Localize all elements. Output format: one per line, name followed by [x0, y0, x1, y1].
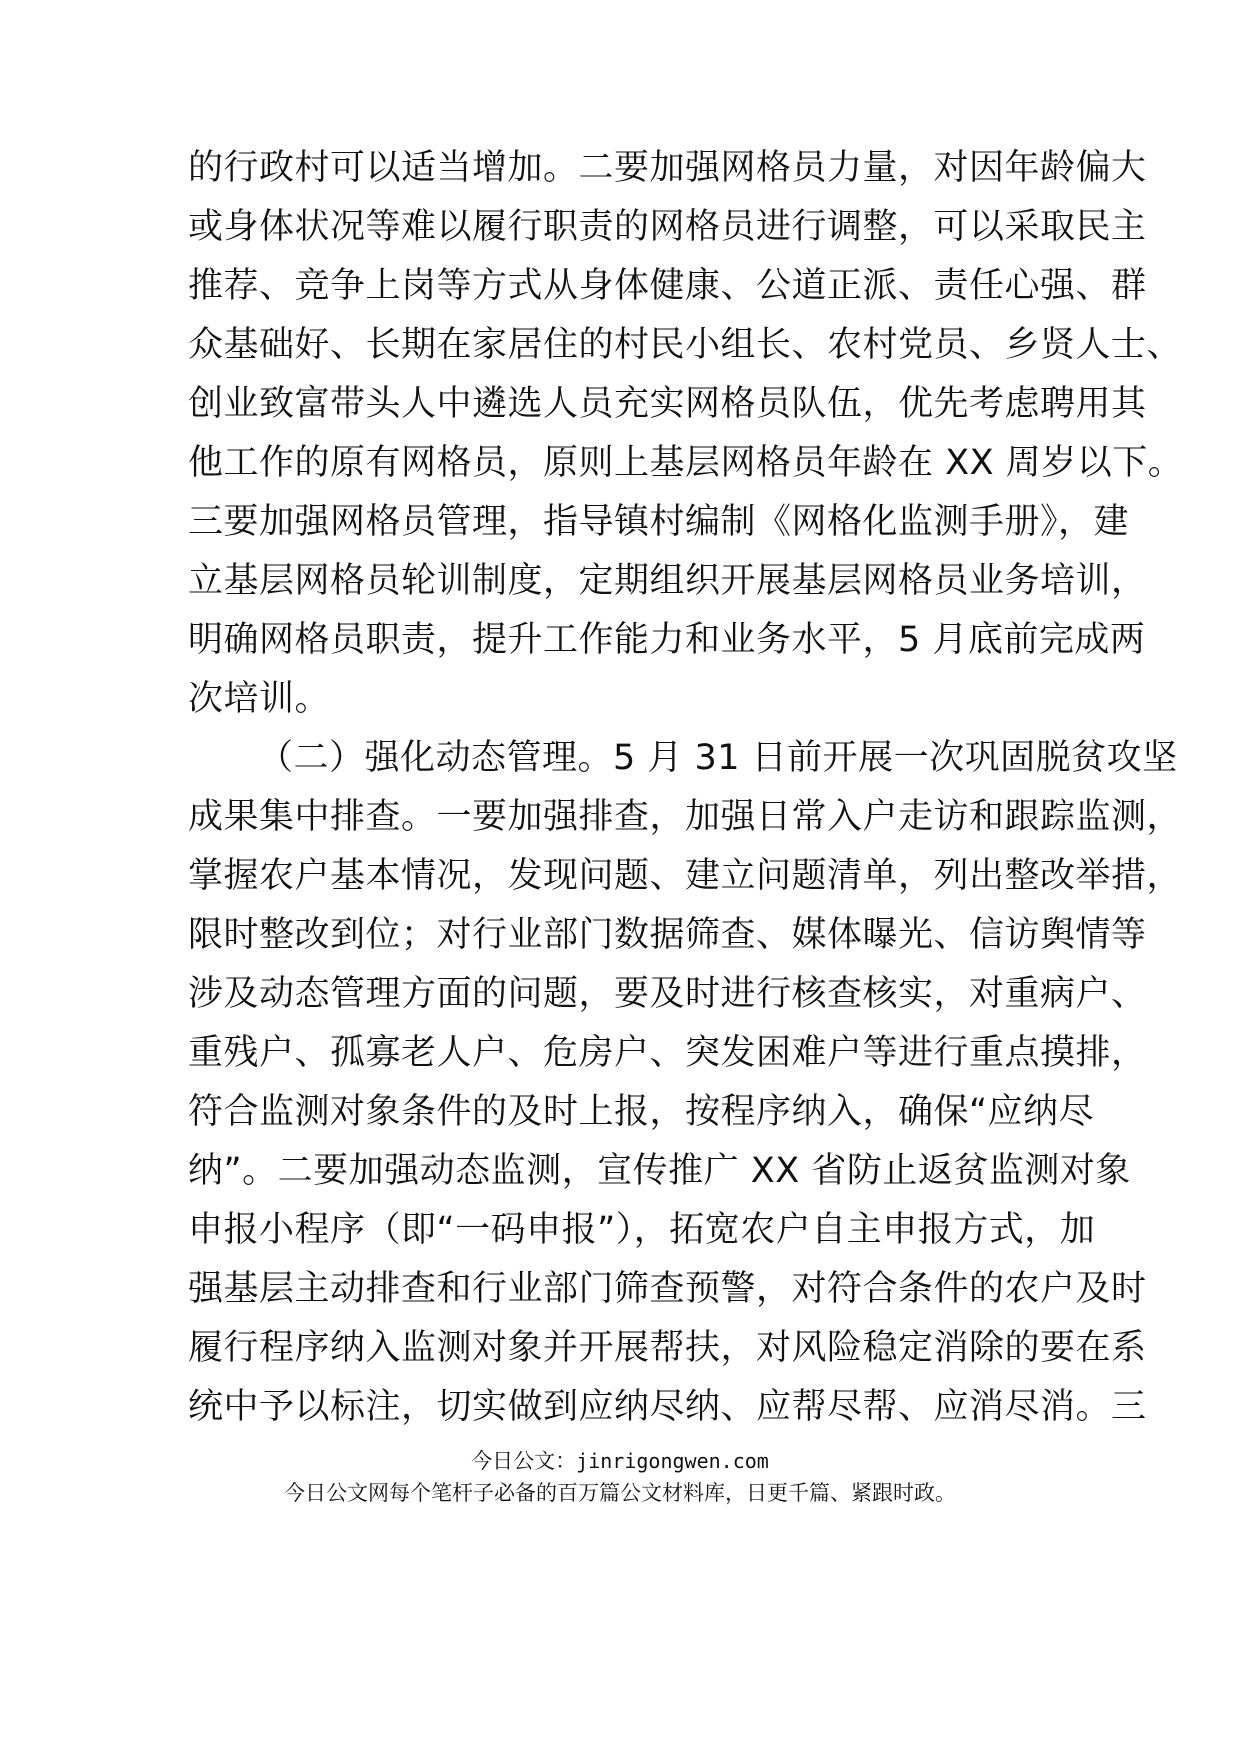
body-text-line: 或身体状况等难以履行职责的网格员进行调整，可以采取民主	[188, 207, 1147, 247]
footer-site-link[interactable]: jinrigongwen.com	[576, 1449, 769, 1473]
footer-site-line	[0, 1448, 1240, 1474]
body-text-line: 限时整改到位；对行业部门数据筛查、媒体曝光、信访舆情等	[188, 915, 1147, 955]
body-text-line: 次培训。	[188, 679, 331, 719]
body-text-line: 履行程序纳入监测对象并开展帮扶，对风险稳定消除的要在系	[188, 1328, 1147, 1368]
body-text-line: 掌握农户基本情况，发现问题、建立问题清单，列出整改举措，	[188, 856, 1183, 896]
body-text-line: 成果集中排查。一要加强排查，加强日常入户走访和跟踪监测，	[188, 797, 1183, 837]
body-text-line: 的行政村可以适当增加。二要加强网格员力量，对因年龄偏大	[188, 148, 1147, 188]
body-text-line: 推荐、竞争上岗等方式从身体健康、公道正派、责任心强、群	[188, 266, 1147, 306]
body-text-line: 众基础好、长期在家居住的村民小组长、农村党员、乡贤人士、	[188, 325, 1183, 365]
body-text-line: 纳”。二要加强动态监测，宣传推广 XX 省防止返贫监测对象	[188, 1151, 1131, 1191]
body-text-line: 三要加强网格员管理，指导镇村编制《网格化监测手册》，建	[188, 502, 1130, 542]
section-heading-line: （二）强化动态管理。5 月 31 日前开展一次巩固脱贫攻坚	[258, 738, 1178, 778]
body-text-line: 创业致富带头人中遴选人员充实网格员队伍，优先考虑聘用其	[188, 384, 1147, 424]
body-text-line: 立基层网格员轮训制度，定期组织开展基层网格员业务培训，	[188, 561, 1147, 601]
body-text-line: 符合监测对象条件的及时上报，按程序纳入，确保“应纳尽	[188, 1092, 1095, 1132]
body-text-line: 申报小程序（即“一码申报”），拓宽农户自主申报方式，加	[188, 1210, 1096, 1250]
body-text-line: 明确网格员职责，提升工作能力和业务水平，5 月底前完成两	[188, 620, 1146, 660]
body-text-line: 统中予以标注，切实做到应纳尽纳、应帮尽帮、应消尽消。三	[188, 1387, 1147, 1427]
body-text-line: 强基层主动排查和行业部门筛查预警，对符合条件的农户及时	[188, 1269, 1147, 1309]
body-text-line: 涉及动态管理方面的问题，要及时进行核查核实，对重病户、	[188, 974, 1147, 1014]
footer-site-label: 今日公文：	[471, 1449, 577, 1473]
body-text-line: 重残户、孤寡老人户、危房户、突发困难户等进行重点摸排，	[188, 1033, 1147, 1073]
footer-tagline: 今日公文网每个笔杆子必备的百万篇公文材料库，日更千篇、紧跟时政。	[284, 1481, 956, 1505]
body-text-line: 他工作的原有网格员，原则上基层网格员年龄在 XX 周岁以下。	[188, 443, 1184, 483]
